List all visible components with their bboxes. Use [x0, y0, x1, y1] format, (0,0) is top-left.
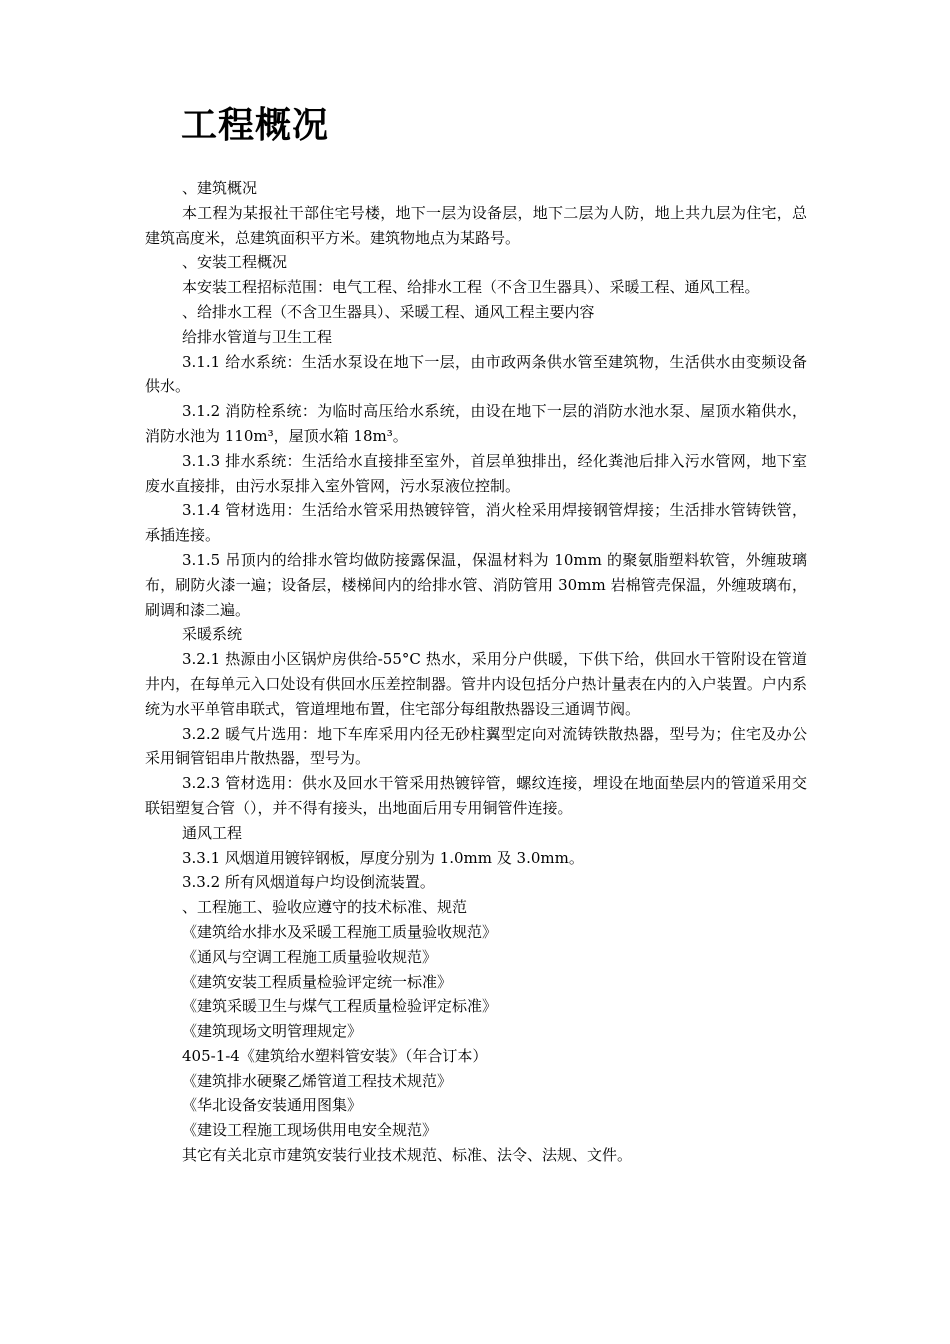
paragraph-3-2-3: 3.2.3 管材选用：供水及回水干管采用热镀锌管，螺纹连接，埋设在地面垫层内的管道采用交联铝塑复合管（），并不得有接头，出地面后用专用铜管件连接。	[145, 774, 807, 817]
page-title: 工程概况	[181, 105, 330, 146]
standard-item: 《华北设备安装通用图集》	[182, 1096, 363, 1115]
section-heading-installation-overview: 、安装工程概况	[182, 253, 288, 272]
paragraph-building-description: 本工程为某报社干部住宅号楼，地下一层为设备层，地下二层为人防，地上共九层为住宅，总建筑高度米，总建筑面积平方米。建筑物地点为某路号。	[145, 203, 807, 247]
paragraph-3-1-3: 3.1.3 排水系统：生活给水直接排至室外，首层单独排出，经化粪池后排入污水管网，地下室废水直接排，由污水泵排入室外管网，污水泵液位控制。	[145, 451, 807, 495]
paragraph-other-regulations: 其它有关北京市建筑安装行业技术规范、标准、法令、法规、文件。	[182, 1146, 633, 1165]
subheading-ventilation: 通风工程	[182, 823, 243, 842]
standard-item: 《建筑采暖卫生与煤气工程质量检验评定标准》	[182, 997, 498, 1016]
section-heading-standards: 、工程施工、验收应遵守的技术标准、规范	[182, 898, 468, 917]
document-body	[145, 176, 807, 1168]
paragraph-3-2-2: 3.2.2 暖气片选用：地下车库采用内径无砂柱翼型定向对流铸铁散热器，型号为；住宅及办公采用铜管铝串片散热器，型号为。	[145, 724, 807, 768]
paragraph-3-1-2: 3.1.2 消防栓系统：为临时高压给水系统，由设在地下一层的消防水池水泵、屋顶水箱供水，消防水池为 110m³，屋顶水箱 18m³。	[145, 402, 807, 445]
paragraph-3-1-5: 3.1.5 吊顶内的给排水管均做防接露保温，保温材料为 10mm 的聚氨脂塑料软管，外缠玻璃布，刷防火漆一遍；设备层，楼梯间内的给排水管、消防管用 30mm 岩棉管壳保温，外缠玻璃布，刷调和漆二遍。	[145, 550, 807, 619]
paragraph-3-3-2: 3.3.2 所有风烟道每户均设倒流装置。	[182, 873, 435, 892]
standard-item: 《建筑排水硬聚乙烯管道工程技术规范》	[182, 1071, 453, 1090]
standard-item: 405-1-4《建筑给水塑料管安装》（年合订本）	[182, 1046, 488, 1065]
subheading-plumbing: 给排水管道与卫生工程	[182, 327, 333, 346]
standard-item: 《建设工程施工现场供用电安全规范》	[182, 1121, 438, 1140]
paragraph-bid-scope: 本安装工程招标范围：电气工程、给排水工程（不含卫生器具）、采暖工程、通风工程。	[182, 278, 760, 297]
section-heading-main-content: 、给排水工程（不含卫生器具）、采暖工程、通风工程主要内容	[182, 302, 595, 321]
standard-item: 《通风与空调工程施工质量验收规范》	[182, 947, 438, 966]
paragraph-3-3-1: 3.3.1 风烟道用镀锌钢板，厚度分别为 1.0mm 及 3.0mm。	[182, 848, 584, 867]
section-heading-building-overview: 、建筑概况	[182, 179, 258, 197]
paragraph-3-1-4: 3.1.4 管材选用：生活给水管采用热镀锌管，消火栓采用焊接钢管焊接；生活排水管铸铁管，承插连接。	[145, 501, 807, 545]
subheading-heating: 采暖系统	[182, 625, 243, 644]
standard-item: 《建筑安装工程质量检验评定统一标准》	[182, 972, 453, 991]
paragraph-3-2-1: 3.2.1 热源由小区锅炉房供给-55°C 热水，采用分户供暖，下供下给，供回水干管附设在管道井内，在每单元入口处设有供回水压差控制器。管井内设包括分户热计量表在内的入户装置。户内系统为水平单管串联式，管道埋地布置，住宅部分每组散热器设三通调节阀。	[145, 650, 807, 718]
paragraph-3-1-1: 3.1.1 给水系统：生活水泵设在地下一层，由市政两条供水管至建筑物，生活供水由变频设备供水。	[145, 352, 807, 396]
standard-item: 《建筑现场文明管理规定》	[182, 1022, 363, 1041]
standard-item: 《建筑给水排水及采暖工程施工质量验收规范》	[182, 922, 498, 941]
